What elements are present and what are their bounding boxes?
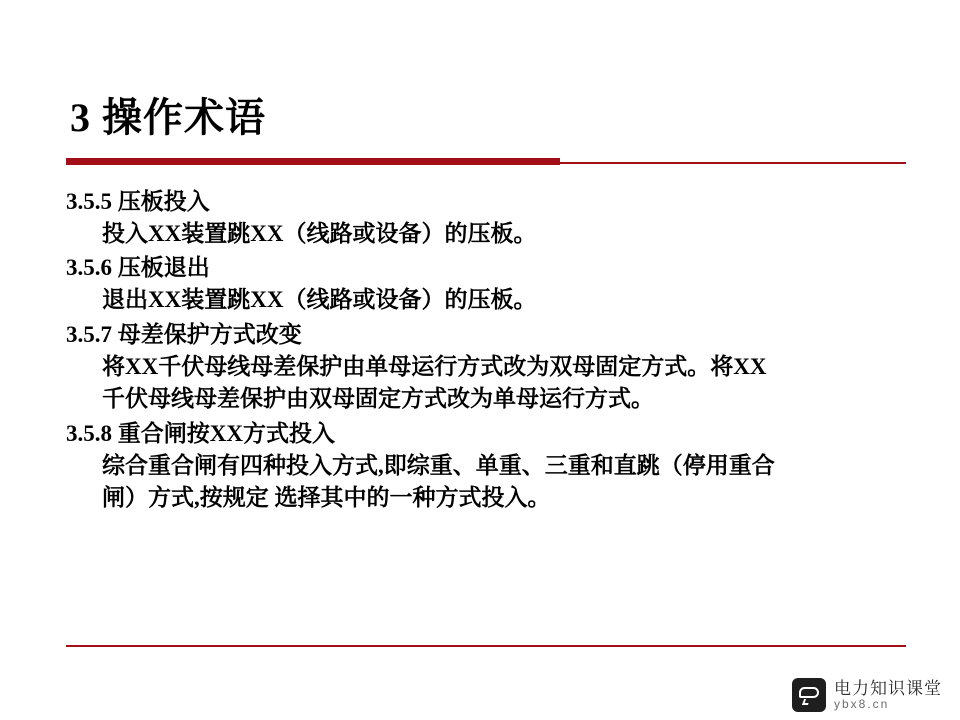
list-item bbox=[66, 319, 926, 416]
entry-heading bbox=[66, 418, 926, 450]
entry-heading bbox=[66, 319, 926, 351]
entry-detail-line: 将XX千伏母线母差保护由单母运行方式改为双母固定方式。将XX bbox=[102, 353, 767, 379]
book-lamp-icon bbox=[792, 678, 826, 712]
watermark bbox=[792, 678, 942, 712]
entry-title: 重合闸按XX方式投入 bbox=[117, 420, 335, 446]
entry-detail-line: 综合重合闸有四种投入方式,即综重、单重、三重和直跳（停用重合 bbox=[102, 452, 775, 478]
body-content bbox=[66, 186, 926, 517]
entry-detail-line: 闸）方式,按规定 选择其中的一种方式投入。 bbox=[102, 485, 551, 511]
entry-heading bbox=[66, 186, 926, 218]
title-accent-bar-thin bbox=[66, 162, 906, 164]
entry-detail-line: 千伏母线母差保护由双母固定方式改为单母运行方式。 bbox=[102, 386, 654, 412]
entry-heading bbox=[66, 252, 926, 284]
entry-title: 压板投入 bbox=[117, 189, 210, 214]
list-item bbox=[66, 252, 926, 316]
entry-number: 3.5.6 bbox=[66, 255, 112, 281]
list-item bbox=[66, 186, 926, 250]
entry-title: 压板退出 bbox=[117, 255, 210, 281]
watermark-subtitle: ybx8.cn bbox=[834, 696, 890, 711]
entry-number: 3.5.8 bbox=[66, 420, 112, 446]
list-item bbox=[66, 418, 926, 515]
entry-title: 母差保护方式改变 bbox=[117, 321, 302, 347]
footer-divider bbox=[66, 645, 906, 647]
entry-number: 3.5.5 bbox=[66, 189, 112, 214]
watermark-title: 电力知识课堂 bbox=[834, 678, 942, 698]
page-title: 3 操作术语 bbox=[70, 95, 266, 140]
entry-number: 3.5.7 bbox=[66, 321, 112, 347]
entry-detail-line: 投入XX装置跳XX（线路或设备）的压板。 bbox=[102, 220, 537, 246]
watermark-text bbox=[834, 680, 942, 710]
entry-detail-line: 退出XX装置跳XX（线路或设备）的压板。 bbox=[102, 287, 537, 313]
